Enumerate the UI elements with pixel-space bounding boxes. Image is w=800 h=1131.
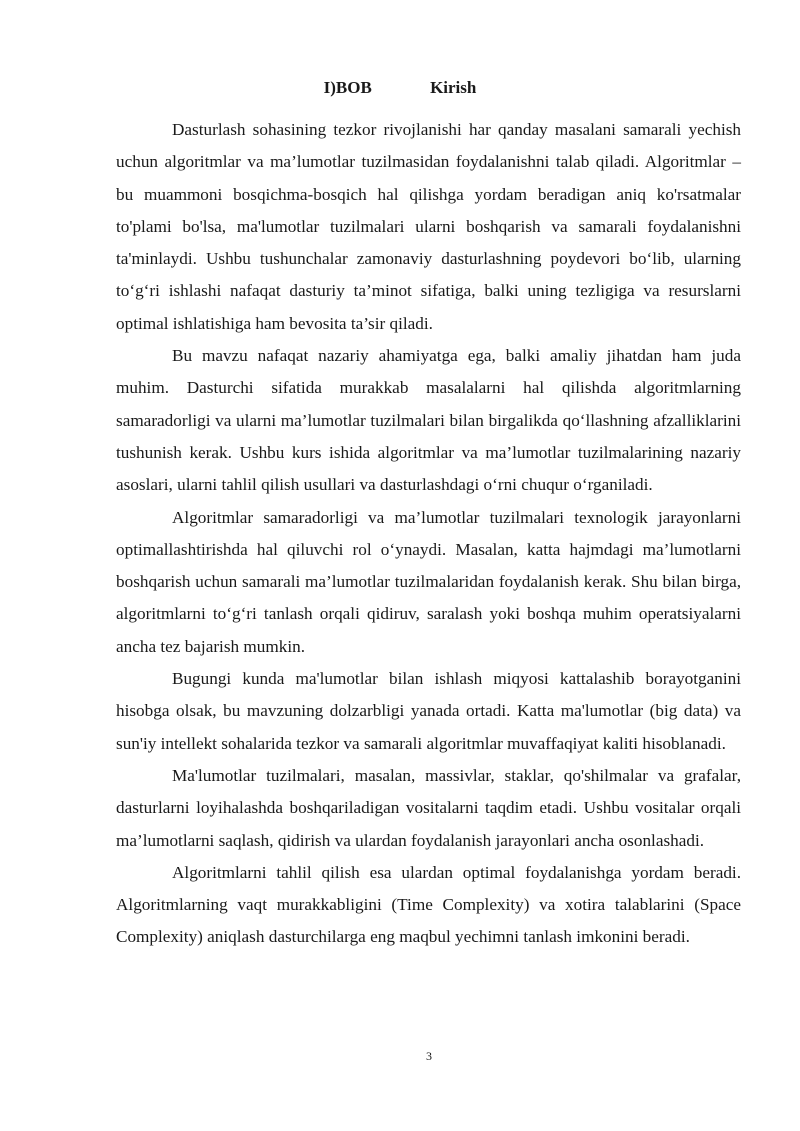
paragraph: Algoritmlar samaradorligi va ma’lumotlar tuzilmalari texnologik jarayonlarni optimallashtirishda hal qiluvchi rol o‘ynaydi. Masalan, katta hajmdagi ma’lumotlarni boshqarish uchun samarali ma’lumotlar tuzilmalaridan foydalanish kerak. Shu bilan birga, algoritmlarni to‘g‘ri tanlash orqali qidiruv, saralash yoki boshqa muhim operatsiyalarni ancha tez bajarish mumkin.	[116, 507, 741, 656]
page-number: 3	[426, 1049, 432, 1063]
paragraph: Bugungi kunda ma'lumotlar bilan ishlash miqyosi kattalashib borayotganini hisobga olsak, bu mavzuning dolzarbligi yanada ortadi. Katta ma'lumotlar (big data) va sun'iy intellekt sohalarida tezkor va samarali algoritmlar muvaffaqiyat kaliti hisoblanadi.	[116, 669, 741, 753]
paragraph: Bu mavzu nafaqat nazariy ahamiyatga ega, balki amaliy jihatdan ham juda muhim. Dasturchi sifatida murakkab masalalarni hal qilishda algoritmlarning samaradorligi va ularni ma’lumotlar tuzilmalari bilan birgalikda qo‘llashning afzalliklarini tushunish kerak. Ushbu kurs ishida algoritmlar va ma’lumotlar tuzilmalarining nazariy asoslari, ularni tahlil qilish usullari va dasturlashdagi o‘rni chuqur o‘rganiladi.	[116, 346, 741, 495]
chapter-title: Kirish	[430, 78, 477, 97]
chapter-number: I)BOB	[323, 78, 372, 97]
paragraph: Algoritmlarni tahlil qilish esa ulardan optimal foydalanishga yordam beradi. Algoritmlarning vaqt murakkabligini (Time Complexity) va xotira talablarini (Space Complexity) aniqlash dasturchilarga eng maqbul yechimni tanlash imkonini beradi.	[116, 862, 741, 947]
body-text	[116, 114, 741, 954]
chapter-heading	[0, 76, 800, 100]
paragraph: Ma'lumotlar tuzilmalari, masalan, massivlar, staklar, qo'shilmalar va grafalar, dasturlarni loyihalashda boshqariladigan vositalarni taqdim etadi. Ushbu vositalar orqali ma’lumotlarni saqlash, qidirish va ulardan foydalanish jarayonlari ancha osonlashadi.	[116, 765, 741, 850]
paragraph: Dasturlash sohasining tezkor rivojlanishi har qanday masalani samarali yechish uchun algoritmlar va ma’lumotlar tuzilmasidan foydalanishni talab qiladi. Algoritmlar – bu muammoni bosqichma-bosqich hal qilishga yordam beradigan aniq ko'rsatmalar to'plami bo'lsa, ma'lumotlar tuzilmalari ularni boshqarish va samarali foydalanishni ta'minlaydi. Ushbu tushunchalar zamonaviy dasturlashning poydevori bo‘lib, ularning to‘g‘ri ishlashi nafaqat dasturiy ta’minot sifatiga, balki uning tezligiga va resurslarni optimal ishlatishiga ham bevosita ta’sir qiladi.	[116, 120, 741, 333]
